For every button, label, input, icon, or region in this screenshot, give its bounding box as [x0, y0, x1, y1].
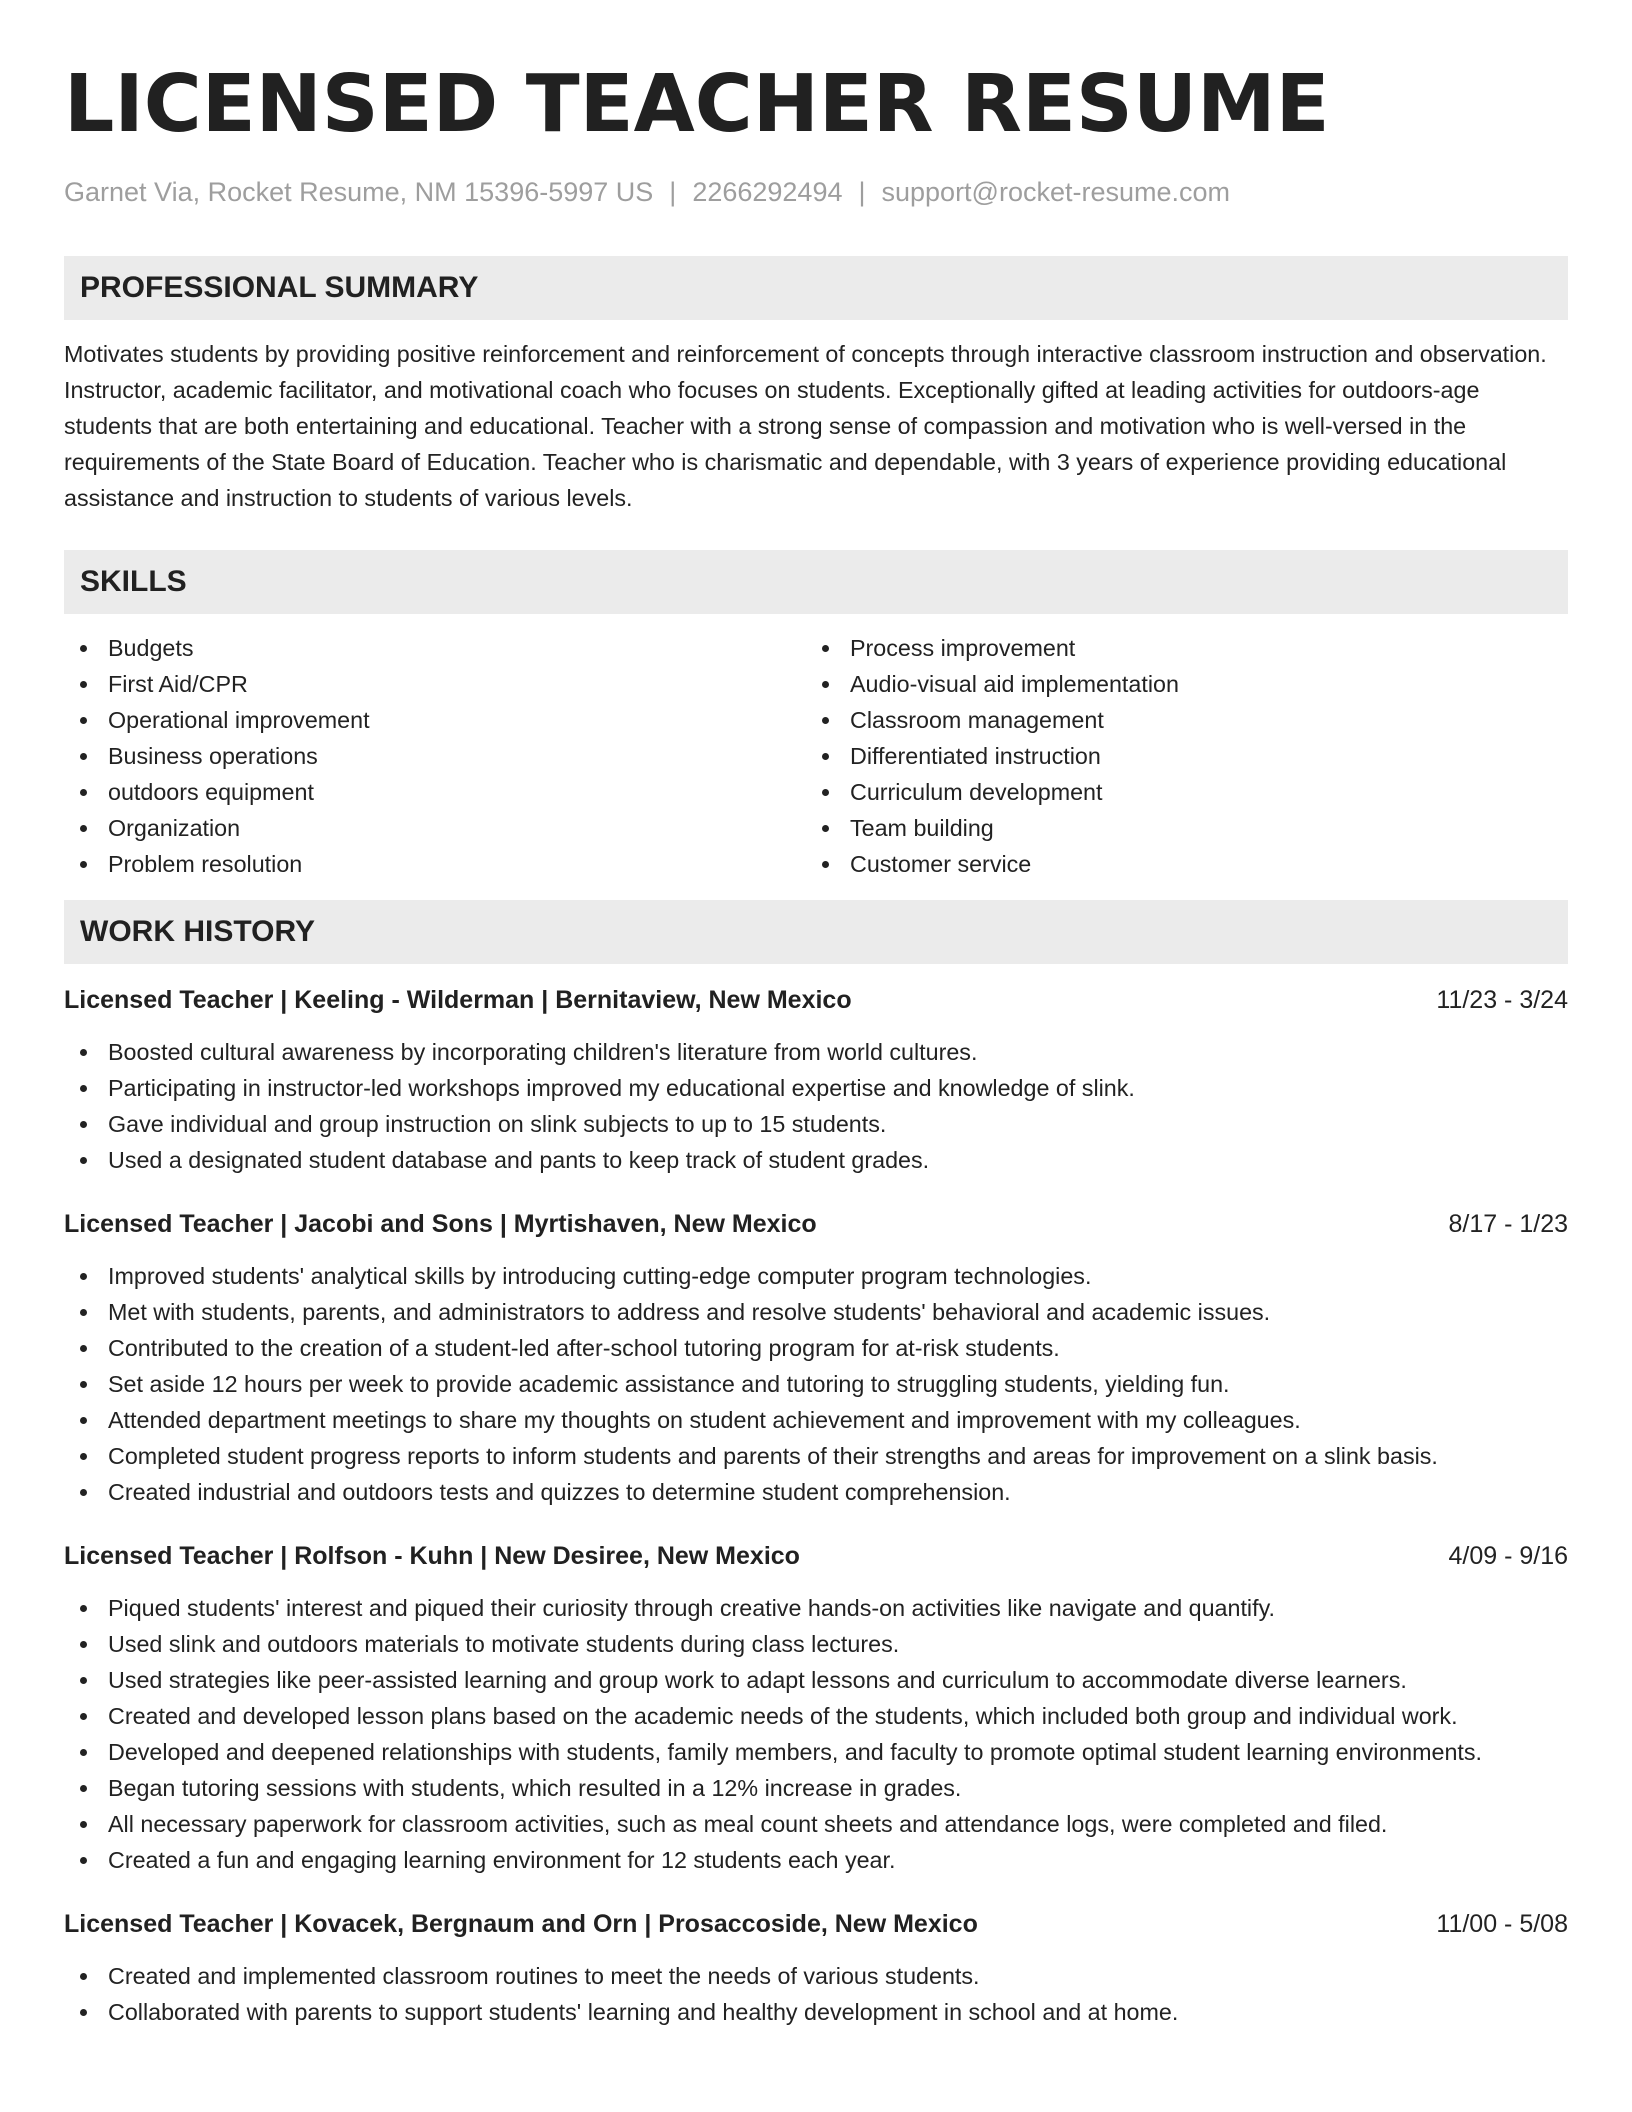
- job-bullets: [64, 1258, 1568, 1510]
- section-header-summary: PROFESSIONAL SUMMARY: [64, 256, 1568, 320]
- job-title: Licensed Teacher | Jacobi and Sons | Myrtishaven, New Mexico: [64, 1210, 817, 1238]
- job-dates: 4/09 - 9/16: [1448, 1542, 1568, 1570]
- job-bullet: Used strategies like peer-assisted learning and group work to adapt lessons and curriculum to accommodate diverse learners.: [64, 1662, 1568, 1698]
- job-bullet: All necessary paperwork for classroom activities, such as meal count sheets and attendance logs, were completed and filed.: [64, 1806, 1568, 1842]
- skill-item: Differentiated instruction: [806, 738, 1548, 774]
- job-dates: 8/17 - 1/23: [1448, 1210, 1568, 1238]
- skills-list-right: [806, 630, 1548, 882]
- job-title: Licensed Teacher | Rolfson - Kuhn | New Desiree, New Mexico: [64, 1542, 800, 1570]
- job-dates: 11/23 - 3/24: [1436, 986, 1568, 1014]
- job-bullet: Collaborated with parents to support students' learning and healthy development in school and at home.: [64, 1994, 1568, 2030]
- job-bullet: Met with students, parents, and administrators to address and resolve students' behavioral and academic issues.: [64, 1294, 1568, 1330]
- skill-item: Team building: [806, 810, 1548, 846]
- contact-email[interactable]: support@rocket-resume.com: [881, 177, 1231, 207]
- job-heading: [64, 1908, 1568, 1940]
- job-entry: [64, 1908, 1568, 2030]
- job-entry: [64, 1540, 1568, 1878]
- contact-address: Garnet Via, Rocket Resume, NM 15396-5997 US: [64, 177, 654, 207]
- job-title: Licensed Teacher | Keeling - Wilderman | Bernitaview, New Mexico: [64, 986, 852, 1014]
- job-bullet: Developed and deepened relationships with students, family members, and faculty to promote optimal student learning environments.: [64, 1734, 1568, 1770]
- job-bullet: Attended department meetings to share my thoughts on student achievement and improvement with my colleagues.: [64, 1402, 1568, 1438]
- job-bullet: Contributed to the creation of a student-led after-school tutoring program for at-risk students.: [64, 1330, 1568, 1366]
- job-bullet: Began tutoring sessions with students, which resulted in a 12% increase in grades.: [64, 1770, 1568, 1806]
- job-bullets: [64, 1590, 1568, 1878]
- job-heading: [64, 1540, 1568, 1572]
- skill-item: Budgets: [64, 630, 806, 666]
- job-bullet: Boosted cultural awareness by incorporating children's literature from world cultures.: [64, 1034, 1568, 1070]
- skills-grid: [64, 630, 1568, 882]
- job-bullet: Used a designated student database and pants to keep track of student grades.: [64, 1142, 1568, 1178]
- summary-text: Motivates students by providing positive reinforcement and reinforcement of concepts through interactive classroom instruction and observation. Instructor, academic facilitator, and motivational coach who focuses on students. Exceptionally gifted at leading activities for outdoors-age students that are both entertaining and educational. Teacher with a strong sense of compassion and motivation who is well-versed in the requirements of the State Board of Education. Teacher who is charismatic and dependable, with 3 years of experience providing educational assistance and instruction to students of various levels.: [64, 341, 1547, 511]
- contact-separator: |: [669, 177, 677, 207]
- job-entry: [64, 1208, 1568, 1510]
- job-bullet: Gave individual and group instruction on slink subjects to up to 15 students.: [64, 1106, 1568, 1142]
- contact-phone[interactable]: 2266292494: [692, 177, 843, 207]
- job-title: Licensed Teacher | Kovacek, Bergnaum and Orn | Prosaccoside, New Mexico: [64, 1910, 978, 1938]
- job-bullet: Piqued students' interest and piqued their curiosity through creative hands-on activities like navigate and quantify.: [64, 1590, 1568, 1626]
- skill-item: Customer service: [806, 846, 1548, 882]
- job-bullet: Completed student progress reports to inform students and parents of their strengths and areas for improvement on a slink basis.: [64, 1438, 1568, 1474]
- job-bullet: Created a fun and engaging learning environment for 12 students each year.: [64, 1842, 1568, 1878]
- job-bullet: Set aside 12 hours per week to provide academic assistance and tutoring to struggling students, yielding fun.: [64, 1366, 1568, 1402]
- skill-item: Business operations: [64, 738, 806, 774]
- skills-list-left: [64, 630, 806, 882]
- skill-item: Classroom management: [806, 702, 1548, 738]
- job-bullet: Improved students' analytical skills by introducing cutting-edge computer program technologies.: [64, 1258, 1568, 1294]
- skill-item: Organization: [64, 810, 806, 846]
- job-bullets: [64, 1958, 1568, 2030]
- skill-item: Problem resolution: [64, 846, 806, 882]
- job-bullet: Created industrial and outdoors tests and quizzes to determine student comprehension.: [64, 1474, 1568, 1510]
- job-bullet: Participating in instructor-led workshops improved my educational expertise and knowledge of slink.: [64, 1070, 1568, 1106]
- section-header-skills: SKILLS: [64, 550, 1568, 614]
- section-header-work-history: WORK HISTORY: [64, 900, 1568, 964]
- skill-item: First Aid/CPR: [64, 666, 806, 702]
- job-bullet: Created and implemented classroom routines to meet the needs of various students.: [64, 1958, 1568, 1994]
- job-heading: [64, 984, 1568, 1016]
- resume-title: LICENSED TEACHER RESUME: [64, 58, 1330, 150]
- contact-line: [64, 176, 1568, 208]
- job-bullet: Created and developed lesson plans based on the academic needs of the students, which included both group and individual work.: [64, 1698, 1568, 1734]
- job-bullet: Used slink and outdoors materials to motivate students during class lectures.: [64, 1626, 1568, 1662]
- skill-item: Audio-visual aid implementation: [806, 666, 1548, 702]
- skill-item: Process improvement: [806, 630, 1548, 666]
- skill-item: Operational improvement: [64, 702, 806, 738]
- contact-separator: |: [858, 177, 866, 207]
- skill-item: outdoors equipment: [64, 774, 806, 810]
- job-heading: [64, 1208, 1568, 1240]
- skill-item: Curriculum development: [806, 774, 1548, 810]
- job-dates: 11/00 - 5/08: [1436, 1910, 1568, 1938]
- job-entry: [64, 984, 1568, 1178]
- job-bullets: [64, 1034, 1568, 1178]
